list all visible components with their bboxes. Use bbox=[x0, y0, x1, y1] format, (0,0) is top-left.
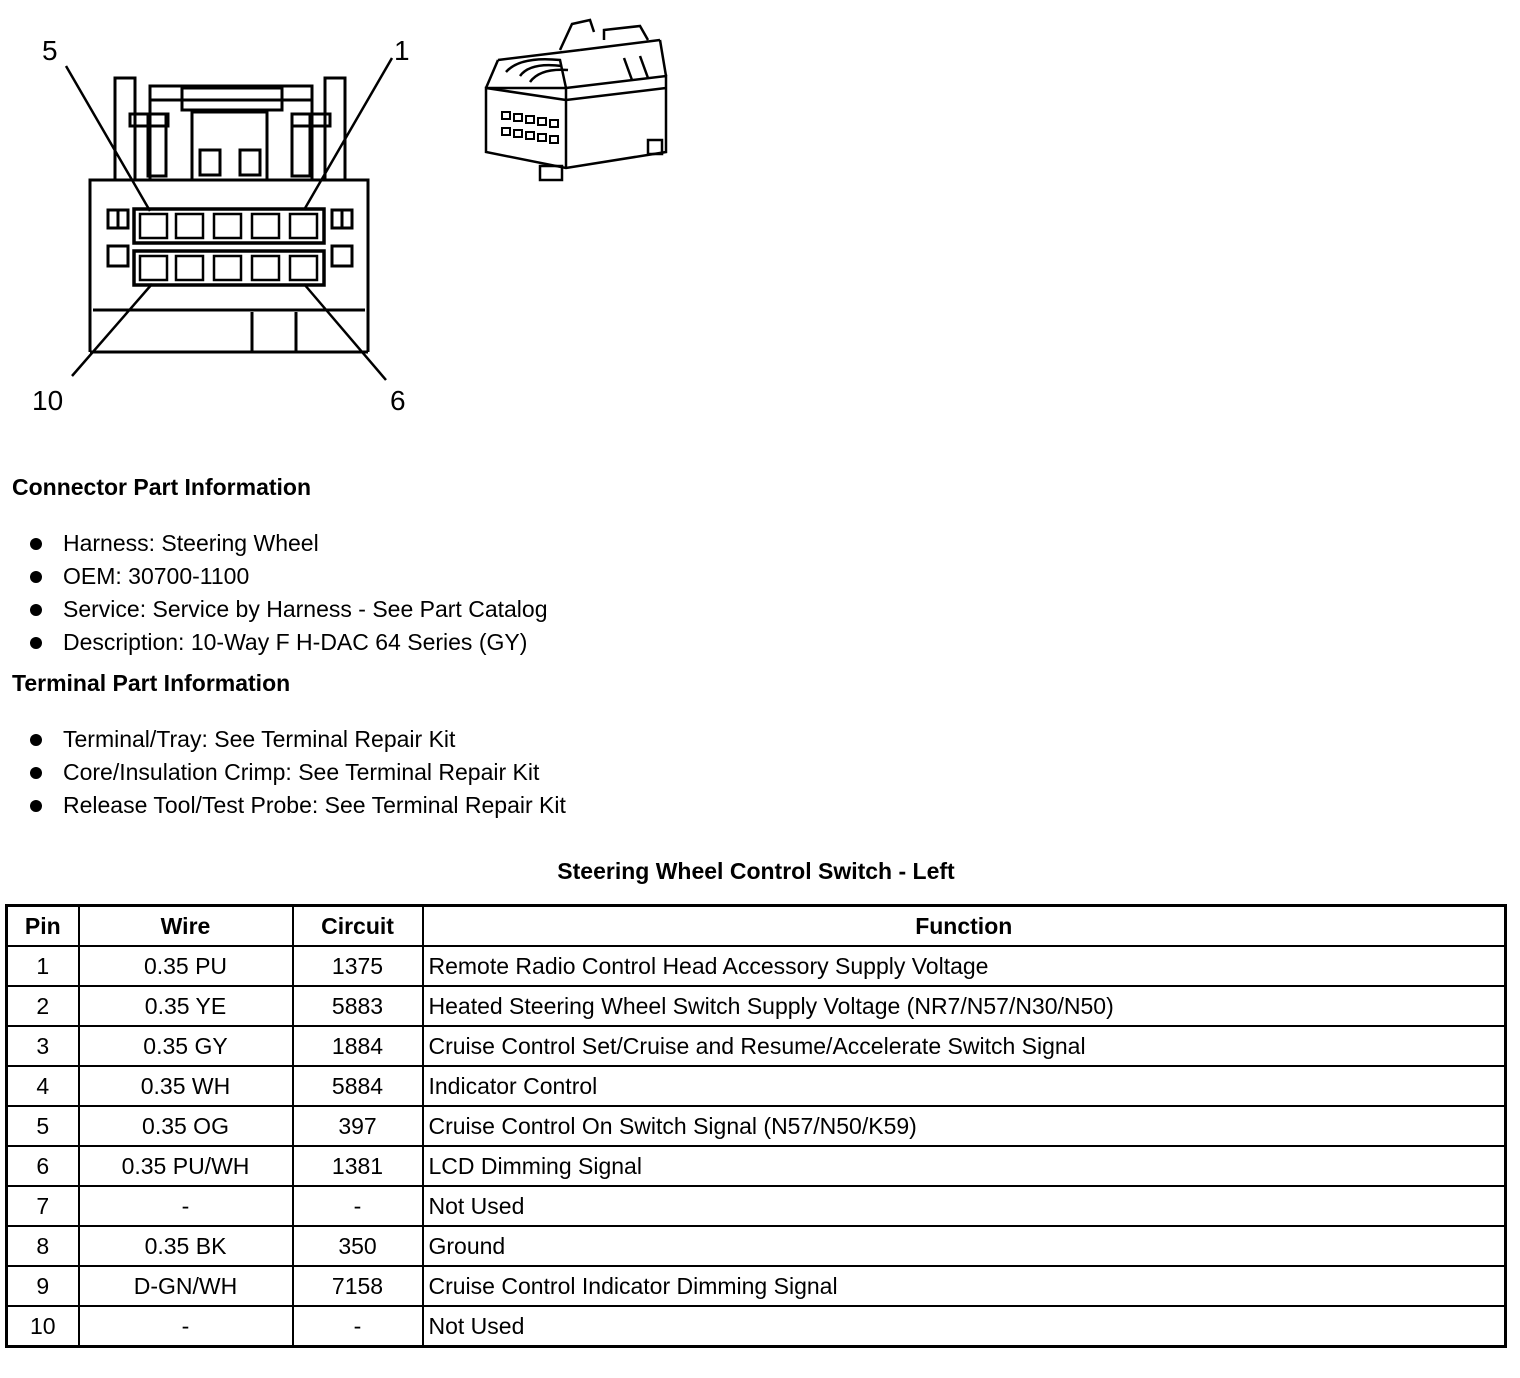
table-title: Steering Wheel Control Switch - Left bbox=[557, 858, 955, 884]
pin-label-6: 6 bbox=[390, 385, 406, 416]
cell-pin: 6 bbox=[7, 1146, 79, 1186]
bullet-icon bbox=[30, 637, 42, 649]
pin-label-1: 1 bbox=[394, 35, 410, 66]
cell-circuit: - bbox=[293, 1186, 423, 1226]
bullet-icon bbox=[30, 604, 42, 616]
cell-pin: 8 bbox=[7, 1226, 79, 1266]
cell-circuit: 1381 bbox=[293, 1146, 423, 1186]
table-row bbox=[7, 1026, 1506, 1066]
pin-label-10: 10 bbox=[32, 385, 64, 416]
pin-label-5: 5 bbox=[42, 35, 58, 66]
cell-wire: 0.35 OG bbox=[79, 1106, 293, 1146]
table-row bbox=[7, 1066, 1506, 1106]
list-item bbox=[28, 593, 547, 626]
column-header-wire: Wire bbox=[79, 906, 293, 947]
pinout-table bbox=[5, 904, 1507, 1348]
cell-wire: 0.35 PU/WH bbox=[79, 1146, 293, 1186]
list-item-text: Core/Insulation Crimp: See Terminal Repair Kit bbox=[63, 759, 540, 785]
cell-function: LCD Dimming Signal bbox=[423, 1146, 1506, 1186]
column-header-function: Function bbox=[423, 906, 1506, 947]
cell-function: Cruise Control Set/Cruise and Resume/Accelerate Switch Signal bbox=[423, 1026, 1506, 1066]
table-row bbox=[7, 1306, 1506, 1347]
cell-wire: - bbox=[79, 1306, 293, 1347]
cell-pin: 5 bbox=[7, 1106, 79, 1146]
cell-pin: 3 bbox=[7, 1026, 79, 1066]
cell-pin: 4 bbox=[7, 1066, 79, 1106]
list-item bbox=[28, 756, 566, 789]
cell-function: Cruise Control On Switch Signal (N57/N50/K59) bbox=[423, 1106, 1506, 1146]
list-item bbox=[28, 789, 566, 822]
cell-circuit: 350 bbox=[293, 1226, 423, 1266]
cell-function: Not Used bbox=[423, 1186, 1506, 1226]
bullet-icon bbox=[30, 800, 42, 812]
cell-circuit: - bbox=[293, 1306, 423, 1347]
column-header-circuit: Circuit bbox=[293, 906, 423, 947]
cell-wire: 0.35 GY bbox=[79, 1026, 293, 1066]
terminal-info-heading: Terminal Part Information bbox=[12, 670, 291, 696]
list-item bbox=[28, 723, 566, 756]
table-row bbox=[7, 1226, 1506, 1266]
list-item-text: Release Tool/Test Probe: See Terminal Repair Kit bbox=[63, 792, 566, 818]
table-row bbox=[7, 1186, 1506, 1226]
cell-wire: 0.35 WH bbox=[79, 1066, 293, 1106]
cell-pin: 10 bbox=[7, 1306, 79, 1347]
list-item-text: Service: Service by Harness - See Part Catalog bbox=[63, 596, 548, 622]
cell-wire: 0.35 PU bbox=[79, 946, 293, 986]
bullet-icon bbox=[30, 571, 42, 583]
cell-function: Heated Steering Wheel Switch Supply Voltage (NR7/N57/N30/N50) bbox=[423, 986, 1506, 1026]
cell-pin: 2 bbox=[7, 986, 79, 1026]
column-header-pin: Pin bbox=[7, 906, 79, 947]
list-item-text: OEM: 30700-1100 bbox=[63, 563, 250, 589]
table-row bbox=[7, 1106, 1506, 1146]
cell-pin: 9 bbox=[7, 1266, 79, 1306]
terminal-info-list bbox=[28, 723, 566, 822]
list-item bbox=[28, 626, 547, 659]
list-item bbox=[28, 527, 547, 560]
connector-info-heading: Connector Part Information bbox=[12, 474, 312, 500]
cell-function: Not Used bbox=[423, 1306, 1506, 1347]
cell-pin: 1 bbox=[7, 946, 79, 986]
cell-wire: D-GN/WH bbox=[79, 1266, 293, 1306]
cell-function: Indicator Control bbox=[423, 1066, 1506, 1106]
cell-pin: 7 bbox=[7, 1186, 79, 1226]
table-row bbox=[7, 946, 1506, 986]
list-item-text: Description: 10-Way F H-DAC 64 Series (GY) bbox=[63, 629, 528, 655]
list-item bbox=[28, 560, 547, 593]
cell-function: Cruise Control Indicator Dimming Signal bbox=[423, 1266, 1506, 1306]
cell-wire: 0.35 BK bbox=[79, 1226, 293, 1266]
cell-circuit: 1375 bbox=[293, 946, 423, 986]
cell-wire: - bbox=[79, 1186, 293, 1226]
table-row bbox=[7, 986, 1506, 1026]
bullet-icon bbox=[30, 734, 42, 746]
cell-circuit: 5884 bbox=[293, 1066, 423, 1106]
cell-circuit: 1884 bbox=[293, 1026, 423, 1066]
cell-wire: 0.35 YE bbox=[79, 986, 293, 1026]
cell-circuit: 5883 bbox=[293, 986, 423, 1026]
cell-circuit: 397 bbox=[293, 1106, 423, 1146]
cell-function: Ground bbox=[423, 1226, 1506, 1266]
cell-circuit: 7158 bbox=[293, 1266, 423, 1306]
connector-info-list bbox=[28, 527, 547, 659]
bullet-icon bbox=[30, 767, 42, 779]
connector-isometric-view bbox=[486, 20, 666, 180]
table-row bbox=[7, 1146, 1506, 1186]
list-item-text: Terminal/Tray: See Terminal Repair Kit bbox=[63, 726, 456, 752]
list-item-text: Harness: Steering Wheel bbox=[63, 530, 319, 556]
table-header-row bbox=[7, 906, 1506, 947]
connector-face-view bbox=[66, 58, 392, 380]
bullet-icon bbox=[30, 538, 42, 550]
table-row bbox=[7, 1266, 1506, 1306]
connector-diagram bbox=[0, 0, 700, 440]
cell-function: Remote Radio Control Head Accessory Supply Voltage bbox=[423, 946, 1506, 986]
